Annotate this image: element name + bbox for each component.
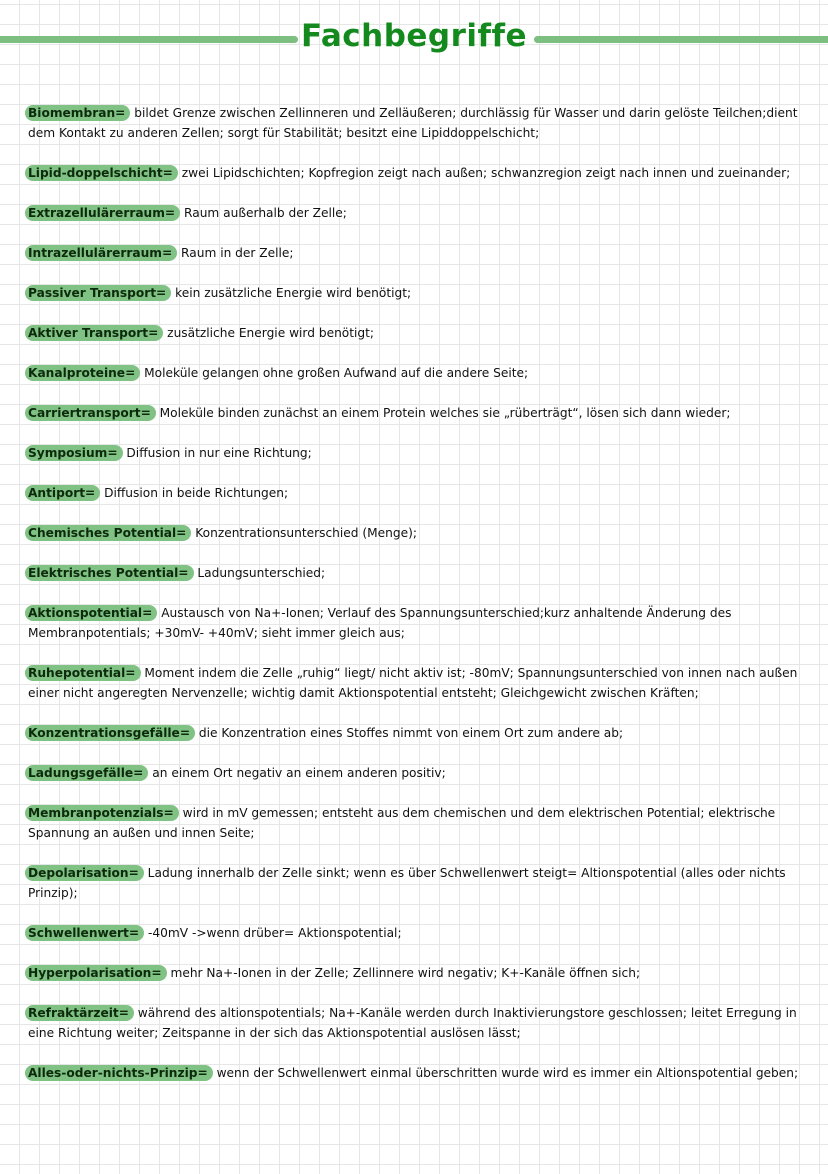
- title-divider-right: [534, 36, 828, 43]
- glossary-entry: [28, 483, 808, 503]
- glossary-term: Aktiver Transport=: [25, 325, 163, 341]
- glossary-term: Extrazellulärerraum=: [25, 205, 180, 221]
- glossary-definition: Ladung innerhalb der Zelle sinkt; wenn es über Schwellenwert steigt= Altionspotential (alles oder nichts Prinzip);: [28, 866, 786, 900]
- glossary-term: Hyperpolarisation=: [25, 965, 167, 981]
- glossary-term: Ladungsgefälle=: [25, 765, 148, 781]
- glossary-entry: [28, 283, 808, 303]
- glossary-term: Lipid-doppelschicht=: [25, 165, 178, 181]
- glossary-definition: Raum außerhalb der Zelle;: [180, 206, 347, 220]
- glossary-definition: zwei Lipidschichten; Kopfregion zeigt nach außen; schwanzregion zeigt nach innen und zueinander;: [177, 166, 791, 180]
- glossary-entry: [28, 663, 808, 703]
- glossary-term: Biomembran=: [25, 105, 130, 121]
- glossary-term: Carriertransport=: [25, 405, 156, 421]
- glossary-entry: [28, 163, 808, 183]
- glossary-entry: [28, 803, 808, 843]
- glossary-definition: Moleküle binden zunächst an einem Protein welches sie „rüberträgt“, lösen sich dann wieder;: [155, 406, 731, 420]
- glossary-term: Membranpotenzials=: [25, 805, 179, 821]
- glossary-term: Aktionspotential=: [25, 605, 157, 621]
- glossary-entry: [28, 963, 808, 983]
- glossary-definition: Austausch von Na+-Ionen; Verlauf des Spannungsunterschied;kurz anhaltende Änderung des Membranpotentials; +30mV- +40mV; sieht immer gleich aus;: [28, 606, 732, 640]
- glossary-entry: [28, 1003, 808, 1043]
- glossary-definition: zusätzliche Energie wird benötigt;: [163, 326, 375, 340]
- glossary-definition: an einem Ort negativ an einem anderen positiv;: [148, 766, 446, 780]
- glossary-term: Schwellenwert=: [25, 925, 144, 941]
- glossary-term: Elektrisches Potential=: [25, 565, 194, 581]
- glossary-term: Intrazellulärerraum=: [25, 245, 177, 261]
- glossary-list: [28, 103, 808, 1103]
- glossary-entry: [28, 323, 808, 343]
- glossary-entry: [28, 243, 808, 263]
- glossary-definition: kein zusätzliche Energie wird benötigt;: [171, 286, 412, 300]
- glossary-term: Depolarisation=: [25, 865, 144, 881]
- glossary-definition: -40mV ->wenn drüber= Aktionspotential;: [144, 926, 402, 940]
- glossary-term: Symposium=: [25, 445, 123, 461]
- glossary-term: Konzentrationsgefälle=: [25, 725, 195, 741]
- glossary-entry: [28, 103, 808, 143]
- glossary-entry: [28, 563, 808, 583]
- glossary-definition: Moleküle gelangen ohne großen Aufwand auf die andere Seite;: [140, 366, 529, 380]
- glossary-entry: [28, 203, 808, 223]
- glossary-entry: [28, 363, 808, 383]
- page-title: Fachbegriffe: [300, 18, 528, 54]
- glossary-term: Alles-oder-nichts-Prinzip=: [25, 1065, 213, 1081]
- glossary-term: Ruhepotential=: [25, 665, 141, 681]
- glossary-definition: während des altionspotentials; Na+-Kanäle werden durch Inaktivierungstore geschlossen; leitet Erregung in eine Richtung weiter; Zeitspanne in der sich das Aktionspotential auslösen lässt;: [28, 1006, 797, 1040]
- glossary-entry: [28, 443, 808, 463]
- glossary-definition: Moment indem die Zelle „ruhig“ liegt/ nicht aktiv ist; -80mV; Spannungsunterschied von innen nach außen einer nicht angeregten Nervenzelle; wichtig damit Aktionspotential entsteht; Gleichgewicht zwischen Kräften;: [28, 666, 798, 700]
- glossary-entry: [28, 923, 808, 943]
- glossary-definition: Konzentrationsunterschied (Menge);: [191, 526, 417, 540]
- glossary-entry: [28, 603, 808, 643]
- page-header: [0, 18, 828, 62]
- glossary-entry: [28, 863, 808, 903]
- glossary-definition: Ladungsunterschied;: [193, 566, 326, 580]
- glossary-definition: Diffusion in nur eine Richtung;: [122, 446, 312, 460]
- glossary-definition: die Konzentration eines Stoffes nimmt von einem Ort zum andere ab;: [195, 726, 624, 740]
- glossary-entry: [28, 403, 808, 423]
- glossary-term: Antiport=: [25, 485, 100, 501]
- glossary-entry: [28, 523, 808, 543]
- glossary-definition: Raum in der Zelle;: [177, 246, 294, 260]
- glossary-term: Kanalproteine=: [25, 365, 140, 381]
- glossary-entry: [28, 763, 808, 783]
- glossary-definition: mehr Na+-Ionen in der Zelle; Zellinnere wird negativ; K+-Kanäle öffnen sich;: [166, 966, 641, 980]
- glossary-definition: wird in mV gemessen; entsteht aus dem chemischen und dem elektrischen Potential; elektrische Spannung an außen und innen Seite;: [28, 806, 776, 840]
- glossary-definition: Diffusion in beide Richtungen;: [100, 486, 289, 500]
- glossary-entry: [28, 723, 808, 743]
- glossary-term: Refraktärzeit=: [25, 1005, 134, 1021]
- glossary-entry: [28, 1063, 808, 1083]
- glossary-term: Passiver Transport=: [25, 285, 171, 301]
- glossary-definition: bildet Grenze zwischen Zellinneren und Zelläußeren; durchlässig für Wasser und darin gelöste Teilchen;dient dem Kontakt zu anderen Zellen; sorgt für Stabilität; besitzt eine Lipiddoppelschicht;: [28, 106, 798, 140]
- glossary-term: Chemisches Potential=: [25, 525, 191, 541]
- glossary-definition: wenn der Schwellenwert einmal überschritten wurde wird es immer ein Altionspotential geben;: [212, 1066, 799, 1080]
